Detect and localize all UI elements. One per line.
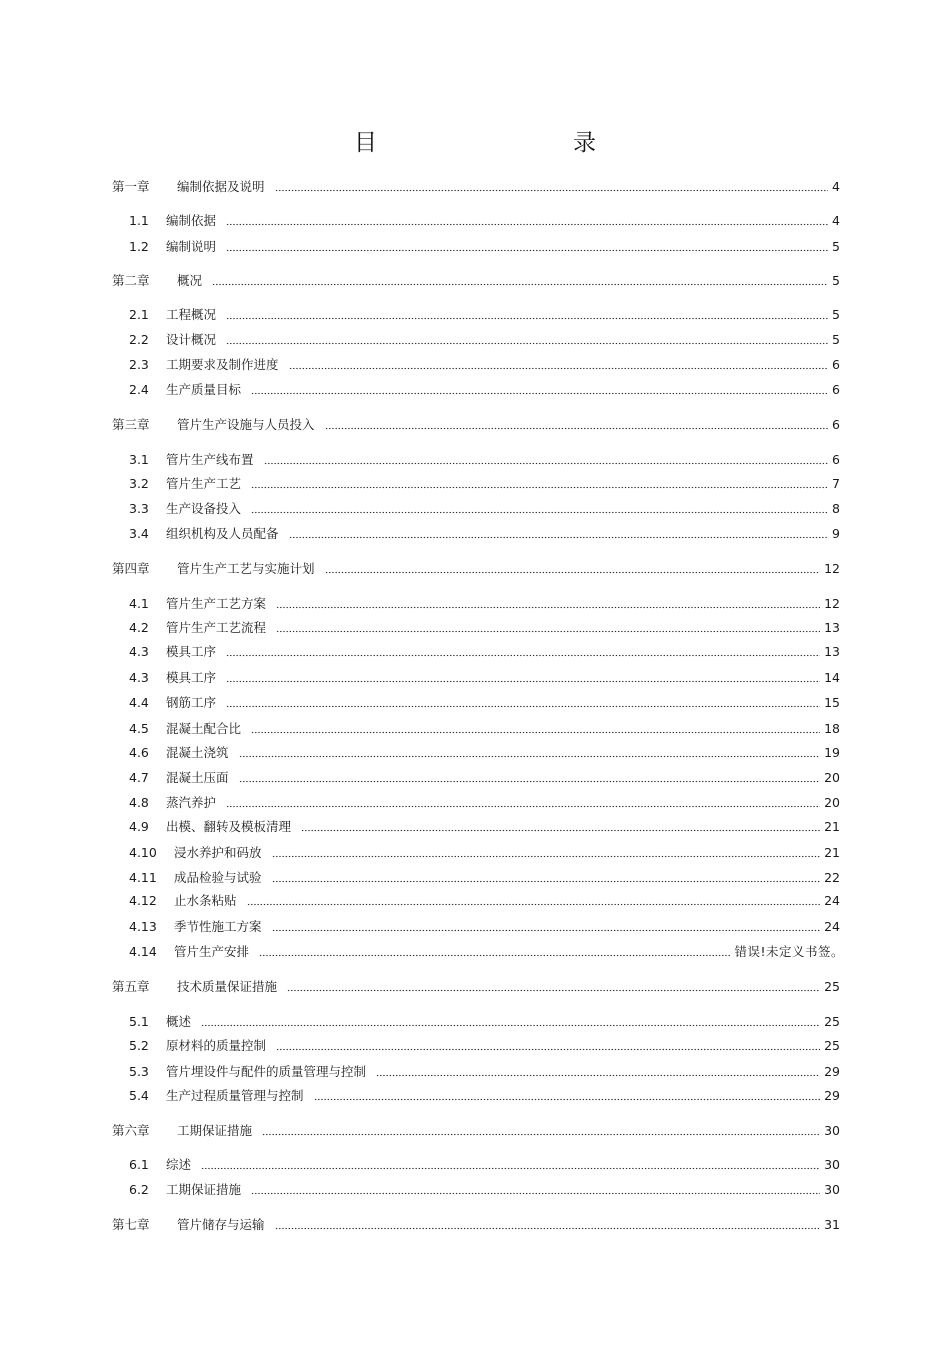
section-number: 4.3 bbox=[129, 669, 149, 685]
chapter-number: 第一章 bbox=[112, 179, 150, 194]
chapter-number: 第七章 bbox=[112, 1217, 150, 1232]
page-number: 20 bbox=[824, 794, 840, 810]
section-number: 3.3 bbox=[129, 500, 149, 516]
chapter-title: 管片生产设施与人员投入 bbox=[177, 417, 315, 432]
toc-section-entry[interactable] bbox=[129, 916, 840, 936]
dot-leader bbox=[272, 842, 821, 862]
chapter-title: 管片储存与运输 bbox=[177, 1217, 265, 1232]
dot-leader bbox=[289, 523, 829, 543]
section-title: 蒸汽养护 bbox=[166, 795, 217, 810]
page-number: 29 bbox=[824, 1063, 840, 1079]
toc-section-entry[interactable] bbox=[129, 329, 840, 349]
page-number: 25 bbox=[824, 978, 840, 994]
section-title: 出模、翻转及模板清理 bbox=[166, 819, 292, 834]
chapter-title: 工期保证措施 bbox=[177, 1123, 253, 1138]
dot-leader bbox=[276, 1035, 820, 1055]
toc-section-entry[interactable] bbox=[129, 523, 840, 543]
section-number: 4.8 bbox=[129, 794, 149, 810]
page-number: 4 bbox=[832, 212, 840, 228]
dot-leader bbox=[289, 354, 829, 374]
section-number: 3.4 bbox=[129, 525, 149, 541]
toc-chapter-entry[interactable] bbox=[112, 558, 840, 578]
dot-leader bbox=[226, 329, 828, 349]
section-title: 工程概况 bbox=[166, 307, 217, 322]
section-number: 5.3 bbox=[129, 1063, 149, 1079]
dot-leader bbox=[276, 593, 820, 613]
toc-section-entry[interactable] bbox=[129, 236, 840, 256]
dot-leader bbox=[301, 816, 820, 836]
page-number: 25 bbox=[824, 1037, 840, 1053]
chapter-number: 第五章 bbox=[112, 979, 150, 994]
toc-section-entry[interactable] bbox=[129, 304, 840, 324]
toc-section-entry[interactable] bbox=[129, 742, 840, 762]
toc-chapter-entry[interactable] bbox=[112, 176, 840, 196]
section-number: 6.2 bbox=[129, 1181, 149, 1197]
toc-section-entry[interactable] bbox=[129, 593, 840, 613]
page-number: 12 bbox=[824, 560, 840, 576]
toc-section-entry[interactable] bbox=[129, 1035, 840, 1055]
dot-leader bbox=[325, 414, 829, 434]
dot-leader bbox=[201, 1154, 820, 1174]
section-number: 4.7 bbox=[129, 769, 149, 785]
page-title: 目 录 bbox=[354, 130, 646, 156]
dot-leader bbox=[226, 641, 820, 661]
page-number: 15 bbox=[824, 694, 840, 710]
section-number: 2.1 bbox=[129, 306, 149, 322]
section-title: 成品检验与试验 bbox=[174, 870, 262, 885]
dot-leader bbox=[275, 176, 829, 196]
page-number: 5 bbox=[832, 331, 840, 347]
section-title: 模具工序 bbox=[166, 644, 217, 659]
page-number: 5 bbox=[832, 272, 840, 288]
dot-leader bbox=[239, 742, 821, 762]
page-number: 20 bbox=[824, 769, 840, 785]
dot-leader bbox=[275, 1214, 821, 1234]
section-number: 4.3 bbox=[129, 643, 149, 659]
dot-leader bbox=[251, 1179, 820, 1199]
section-number: 4.5 bbox=[129, 720, 149, 736]
dot-leader bbox=[259, 941, 730, 961]
section-number: 4.12 bbox=[129, 892, 157, 908]
toc-section-entry[interactable] bbox=[129, 379, 840, 399]
dot-leader bbox=[239, 767, 821, 787]
page-number: 25 bbox=[824, 1013, 840, 1029]
toc-section-entry[interactable] bbox=[129, 890, 840, 910]
chapter-number: 第二章 bbox=[112, 273, 150, 288]
page-number: 6 bbox=[832, 356, 840, 372]
chapter-title: 技术质量保证措施 bbox=[177, 979, 278, 994]
toc-section-entry[interactable] bbox=[129, 1154, 840, 1174]
page-number: 4 bbox=[832, 178, 840, 194]
toc-section-entry[interactable] bbox=[129, 1085, 840, 1105]
toc-section-entry[interactable] bbox=[129, 842, 840, 862]
section-title: 综述 bbox=[166, 1157, 192, 1172]
page-number: 13 bbox=[824, 643, 840, 659]
page-number: 12 bbox=[824, 595, 840, 611]
section-number: 4.13 bbox=[129, 918, 157, 934]
toc-section-entry[interactable] bbox=[129, 1011, 840, 1031]
chapter-title: 编制依据及说明 bbox=[177, 179, 265, 194]
page-number: 24 bbox=[824, 892, 840, 908]
toc-section-entry[interactable] bbox=[129, 692, 840, 712]
section-title: 原材料的质量控制 bbox=[166, 1038, 267, 1053]
dot-leader bbox=[226, 304, 828, 324]
page-number: 21 bbox=[824, 844, 840, 860]
dot-leader bbox=[212, 270, 828, 290]
toc-chapter-entry[interactable] bbox=[112, 270, 840, 290]
section-number: 1.2 bbox=[129, 238, 149, 254]
toc-section-entry[interactable] bbox=[129, 867, 840, 887]
section-title: 浸水养护和码放 bbox=[174, 845, 262, 860]
dot-leader bbox=[251, 473, 828, 493]
section-number: 4.6 bbox=[129, 744, 149, 760]
page-number: 6 bbox=[832, 381, 840, 397]
page-number: 19 bbox=[824, 744, 840, 760]
page-number: 21 bbox=[824, 818, 840, 834]
dot-leader bbox=[226, 692, 820, 712]
toc-chapter-entry[interactable] bbox=[112, 414, 840, 434]
page-number: 6 bbox=[832, 451, 840, 467]
toc-section-entry[interactable] bbox=[129, 210, 840, 230]
dot-leader bbox=[226, 792, 820, 812]
section-number: 4.4 bbox=[129, 694, 149, 710]
section-number: 4.11 bbox=[129, 869, 157, 885]
toc-section-entry[interactable] bbox=[129, 473, 840, 493]
page-number: 30 bbox=[824, 1122, 840, 1138]
dot-leader bbox=[272, 867, 821, 887]
toc-section-entry[interactable] bbox=[129, 767, 840, 787]
toc-section-entry[interactable] bbox=[129, 617, 840, 637]
section-title: 生产过程质量管理与控制 bbox=[166, 1088, 304, 1103]
dot-leader bbox=[226, 236, 828, 256]
section-title: 概述 bbox=[166, 1014, 192, 1029]
dot-leader bbox=[276, 617, 820, 637]
section-number: 4.10 bbox=[129, 844, 157, 860]
dot-leader bbox=[226, 667, 820, 687]
dot-leader bbox=[264, 449, 829, 469]
section-number: 5.2 bbox=[129, 1037, 149, 1053]
dot-leader bbox=[251, 498, 828, 518]
section-title: 管片埋设件与配件的质量管理与控制 bbox=[166, 1064, 367, 1079]
section-title: 混凝土配合比 bbox=[166, 721, 242, 736]
dot-leader bbox=[201, 1011, 820, 1031]
page-number: 30 bbox=[824, 1156, 840, 1172]
section-number: 5.1 bbox=[129, 1013, 149, 1029]
section-number: 2.3 bbox=[129, 356, 149, 372]
toc-chapter-entry[interactable] bbox=[112, 976, 840, 996]
section-title: 钢筋工序 bbox=[166, 695, 217, 710]
section-title: 混凝土浇筑 bbox=[166, 745, 229, 760]
page-number: 错误!未定义书签。 bbox=[734, 944, 844, 959]
section-title: 管片生产工艺方案 bbox=[166, 596, 267, 611]
page-number: 7 bbox=[832, 475, 840, 491]
dot-leader bbox=[272, 916, 821, 936]
page-number: 6 bbox=[832, 416, 840, 432]
section-number: 2.4 bbox=[129, 381, 149, 397]
dot-leader bbox=[251, 718, 820, 738]
toc-section-entry[interactable] bbox=[129, 354, 840, 374]
section-number: 6.1 bbox=[129, 1156, 149, 1172]
section-title: 季节性施工方案 bbox=[174, 919, 262, 934]
page-number: 5 bbox=[832, 306, 840, 322]
page-number: 31 bbox=[824, 1216, 840, 1232]
page-number: 22 bbox=[824, 869, 840, 885]
section-title: 编制说明 bbox=[166, 239, 217, 254]
section-title: 管片生产工艺 bbox=[166, 476, 242, 491]
section-title: 混凝土压面 bbox=[166, 770, 229, 785]
page-number: 24 bbox=[824, 918, 840, 934]
chapter-title: 概况 bbox=[177, 273, 203, 288]
page-number: 9 bbox=[832, 525, 840, 541]
dot-leader bbox=[251, 379, 828, 399]
section-number: 3.1 bbox=[129, 451, 149, 467]
section-title: 设计概况 bbox=[166, 332, 217, 347]
toc-section-entry[interactable] bbox=[129, 941, 844, 961]
chapter-number: 第三章 bbox=[112, 417, 150, 432]
toc-chapter-entry[interactable] bbox=[112, 1120, 840, 1140]
page-number: 18 bbox=[824, 720, 840, 736]
section-title: 工期保证措施 bbox=[166, 1182, 242, 1197]
dot-leader bbox=[376, 1061, 820, 1081]
chapter-title: 管片生产工艺与实施计划 bbox=[177, 561, 315, 576]
dot-leader bbox=[314, 1085, 821, 1105]
section-number: 5.4 bbox=[129, 1087, 149, 1103]
toc-section-entry[interactable] bbox=[129, 1061, 840, 1081]
section-title: 编制依据 bbox=[166, 213, 217, 228]
section-number: 4.2 bbox=[129, 619, 149, 635]
toc-section-entry[interactable] bbox=[129, 641, 840, 661]
section-number: 3.2 bbox=[129, 475, 149, 491]
section-title: 止水条粘贴 bbox=[174, 893, 237, 908]
page-number: 14 bbox=[824, 669, 840, 685]
toc-section-entry[interactable] bbox=[129, 449, 840, 469]
section-title: 组织机构及人员配备 bbox=[166, 526, 279, 541]
section-number: 1.1 bbox=[129, 212, 149, 228]
section-number: 2.2 bbox=[129, 331, 149, 347]
page-number: 5 bbox=[832, 238, 840, 254]
dot-leader bbox=[226, 210, 828, 230]
toc-section-entry[interactable] bbox=[129, 792, 840, 812]
dot-leader bbox=[262, 1120, 820, 1140]
dot-leader bbox=[325, 558, 821, 578]
section-title: 工期要求及制作进度 bbox=[166, 357, 279, 372]
toc-section-entry[interactable] bbox=[129, 816, 840, 836]
dot-leader bbox=[287, 976, 820, 996]
toc-section-entry[interactable] bbox=[129, 498, 840, 518]
toc-chapter-entry[interactable] bbox=[112, 1214, 840, 1234]
page-number: 29 bbox=[824, 1087, 840, 1103]
section-title: 生产质量目标 bbox=[166, 382, 242, 397]
toc-section-entry[interactable] bbox=[129, 667, 840, 687]
page-number: 8 bbox=[832, 500, 840, 516]
page-number: 13 bbox=[824, 619, 840, 635]
chapter-number: 第四章 bbox=[112, 561, 150, 576]
section-title: 管片生产工艺流程 bbox=[166, 620, 267, 635]
section-number: 4.1 bbox=[129, 595, 149, 611]
section-title: 管片生产线布置 bbox=[166, 452, 254, 467]
section-number: 4.14 bbox=[129, 943, 157, 959]
section-number: 4.9 bbox=[129, 818, 149, 834]
toc-section-entry[interactable] bbox=[129, 718, 840, 738]
page-number: 30 bbox=[824, 1181, 840, 1197]
chapter-number: 第六章 bbox=[112, 1123, 150, 1138]
toc-section-entry[interactable] bbox=[129, 1179, 840, 1199]
section-title: 生产设备投入 bbox=[166, 501, 242, 516]
dot-leader bbox=[247, 890, 821, 910]
section-title: 管片生产安排 bbox=[174, 944, 250, 959]
section-title: 模具工序 bbox=[166, 670, 217, 685]
